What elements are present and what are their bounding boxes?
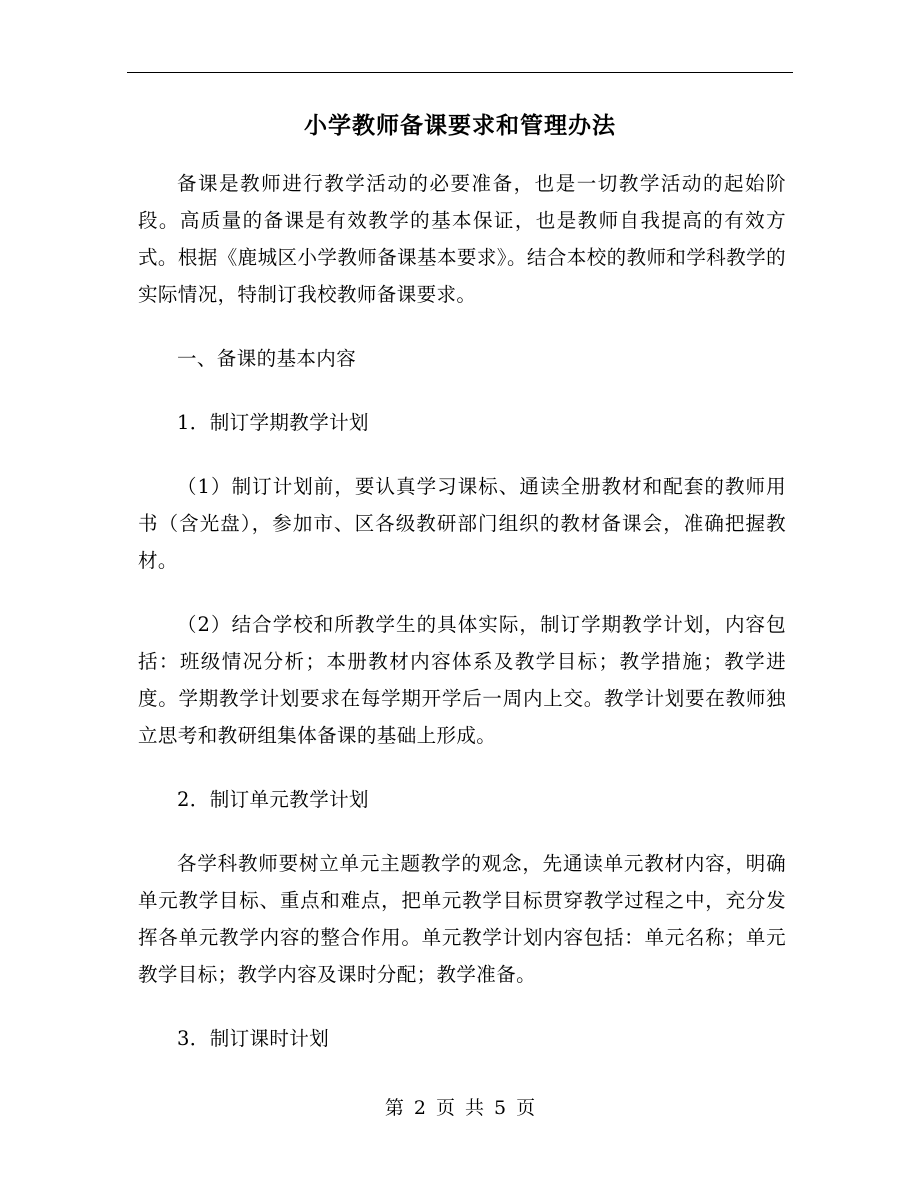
section-heading-basic-content: 一、备课的基本内容 — [177, 347, 357, 370]
paragraph-item-2: （2）结合学校和所教学生的具体实际，制订学期教学计划，内容包括：班级情况分析；本册教材内容体系及教学目标；教学措施；教学进度。学期教学计划要求在每学期开学后一周内上交。教学计划要在教师独立思考和教研组集体备课的基础上形成。 — [138, 613, 786, 747]
document-body — [138, 165, 786, 1057]
paragraph-item-1: （1）制订计划前，要认真学习课标、通读全册教材和配套的教师用书（含光盘），参加市、区各级教研部门组织的教材备课会，准确把握教材。 — [138, 475, 786, 572]
subheading-unit-plan: 2．制订单元教学计划 — [177, 788, 369, 811]
subheading-lesson-plan: 3．制订课时计划 — [177, 1027, 330, 1050]
paragraph-unit-plan: 各学科教师要树立单元主题教学的观念，先通读单元教材内容，明确单元教学目标、重点和难点，把单元教学目标贯穿教学过程之中，充分发挥各单元教学内容的整合作用。单元教学计划内容包括：单元名称；单元教学目标；教学内容及课时分配；教学准备。 — [138, 852, 786, 986]
paragraph-intro: 备课是教师进行教学活动的必要准备，也是一切教学活动的起始阶段。高质量的备课是有效教学的基本保证，也是教师自我提高的有效方式。根据《鹿城区小学教师备课基本要求》。结合本校的教师和学科教学的实际情况，特制订我校教师备课要求。 — [138, 172, 786, 306]
subheading-semester-plan: 1．制订学期教学计划 — [177, 411, 369, 434]
header-divider — [127, 72, 793, 73]
document-title: 小学教师备课要求和管理办法 — [304, 112, 616, 139]
page-number-footer: 第 2 页 共 5 页 — [384, 1097, 536, 1119]
